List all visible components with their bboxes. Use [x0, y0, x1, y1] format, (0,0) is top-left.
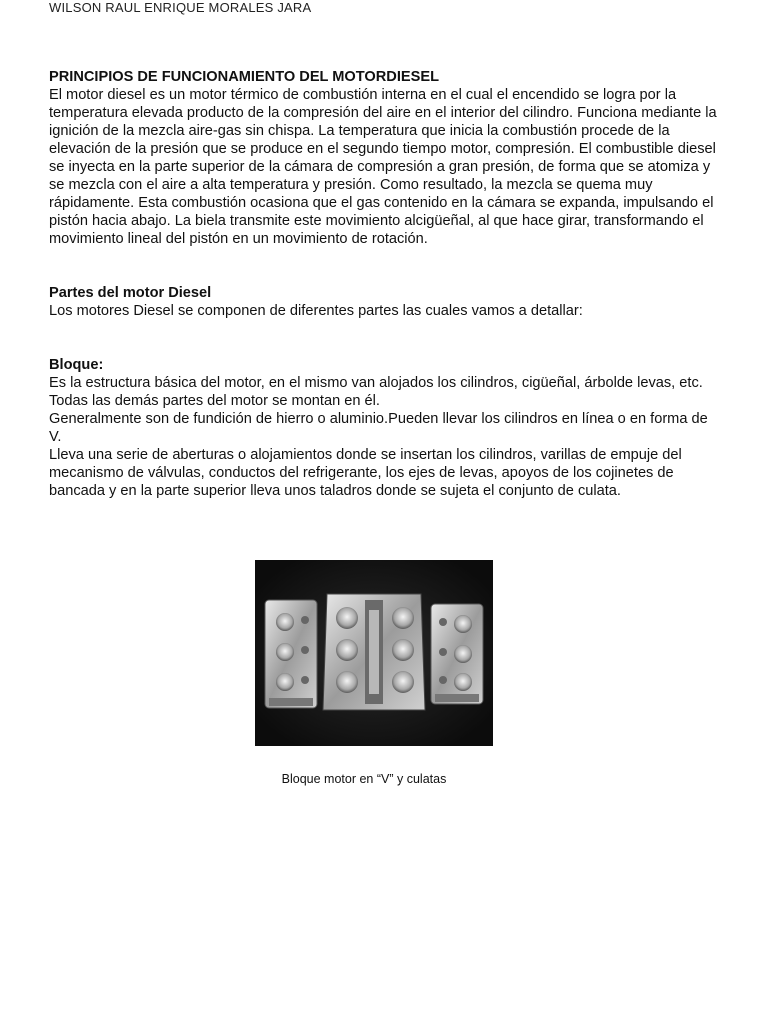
paragraph-bloque-1: Es la estructura básica del motor, en el mismo van alojados los cilindros, cigüeñal, árbolde levas, etc. Todas las demás partes del motor se montan en él.: [49, 375, 703, 409]
paragraph-partes: Los motores Diesel se componen de diferentes partes las cuales vamos a detallar:: [49, 303, 583, 319]
engine-block-illustration: [255, 560, 493, 746]
author-name: WILSON RAUL ENRIQUE MORALES JARA: [49, 0, 312, 15]
left-cylinder-head: [265, 600, 317, 708]
paragraph-bloque-2: Generalmente son de fundición de hierro o aluminio.Pueden llevar los cilindros en línea o en forma de V.: [49, 411, 708, 445]
engine-block-photo: [255, 560, 493, 746]
v-engine-block: [323, 594, 425, 710]
section-gap: [49, 320, 723, 356]
right-cylinder-head: [431, 604, 483, 704]
figure-caption: Bloque motor en “V” y culatas: [281, 772, 447, 786]
paragraph-principios: El motor diesel es un motor térmico de combustión interna en el cual el encendido se logra por la temperatura elevada producto de la compresión del aire en el interior del cilindro. Funciona mediante la ignición de la mezcla aire-gas sin chispa. La temperatura que inicia la combustión procede de la elevación de la presión que se produce en el segundo tiempo motor, compresión. El combustible diesel se inyecta en la parte superior de la cámara de compresión a gran presión, de forma que se atomiza y se mezcla con el aire a alta temperatura y presión. Como resultado, la mezcla se quema muy rápidamente. Esta combustión ocasiona que el gas contenido en la cámara se expanda, impulsando el pistón hacia abajo. La biela transmite este movimiento alcigüeñal, al que hace girar, transformando el movimiento lineal del pistón en un movimiento de rotación.: [49, 87, 717, 247]
document-body: [49, 68, 723, 500]
section-title-principios: PRINCIPIOS DE FUNCIONAMIENTO DEL MOTORDIESEL: [49, 69, 440, 85]
section-gap: [49, 248, 723, 284]
section-title-bloque: Bloque:: [49, 357, 104, 373]
section-title-partes: Partes del motor Diesel: [49, 285, 212, 301]
paragraph-bloque-3: Lleva una serie de aberturas o alojamientos donde se insertan los cilindros, varillas de empuje del mecanismo de válvulas, conductos del refrigerante, los ejes de levas, apoyos de los cojinetes de bancada y en la parte superior lleva unos taladros donde se sujeta el conjunto de culata.: [49, 447, 682, 499]
